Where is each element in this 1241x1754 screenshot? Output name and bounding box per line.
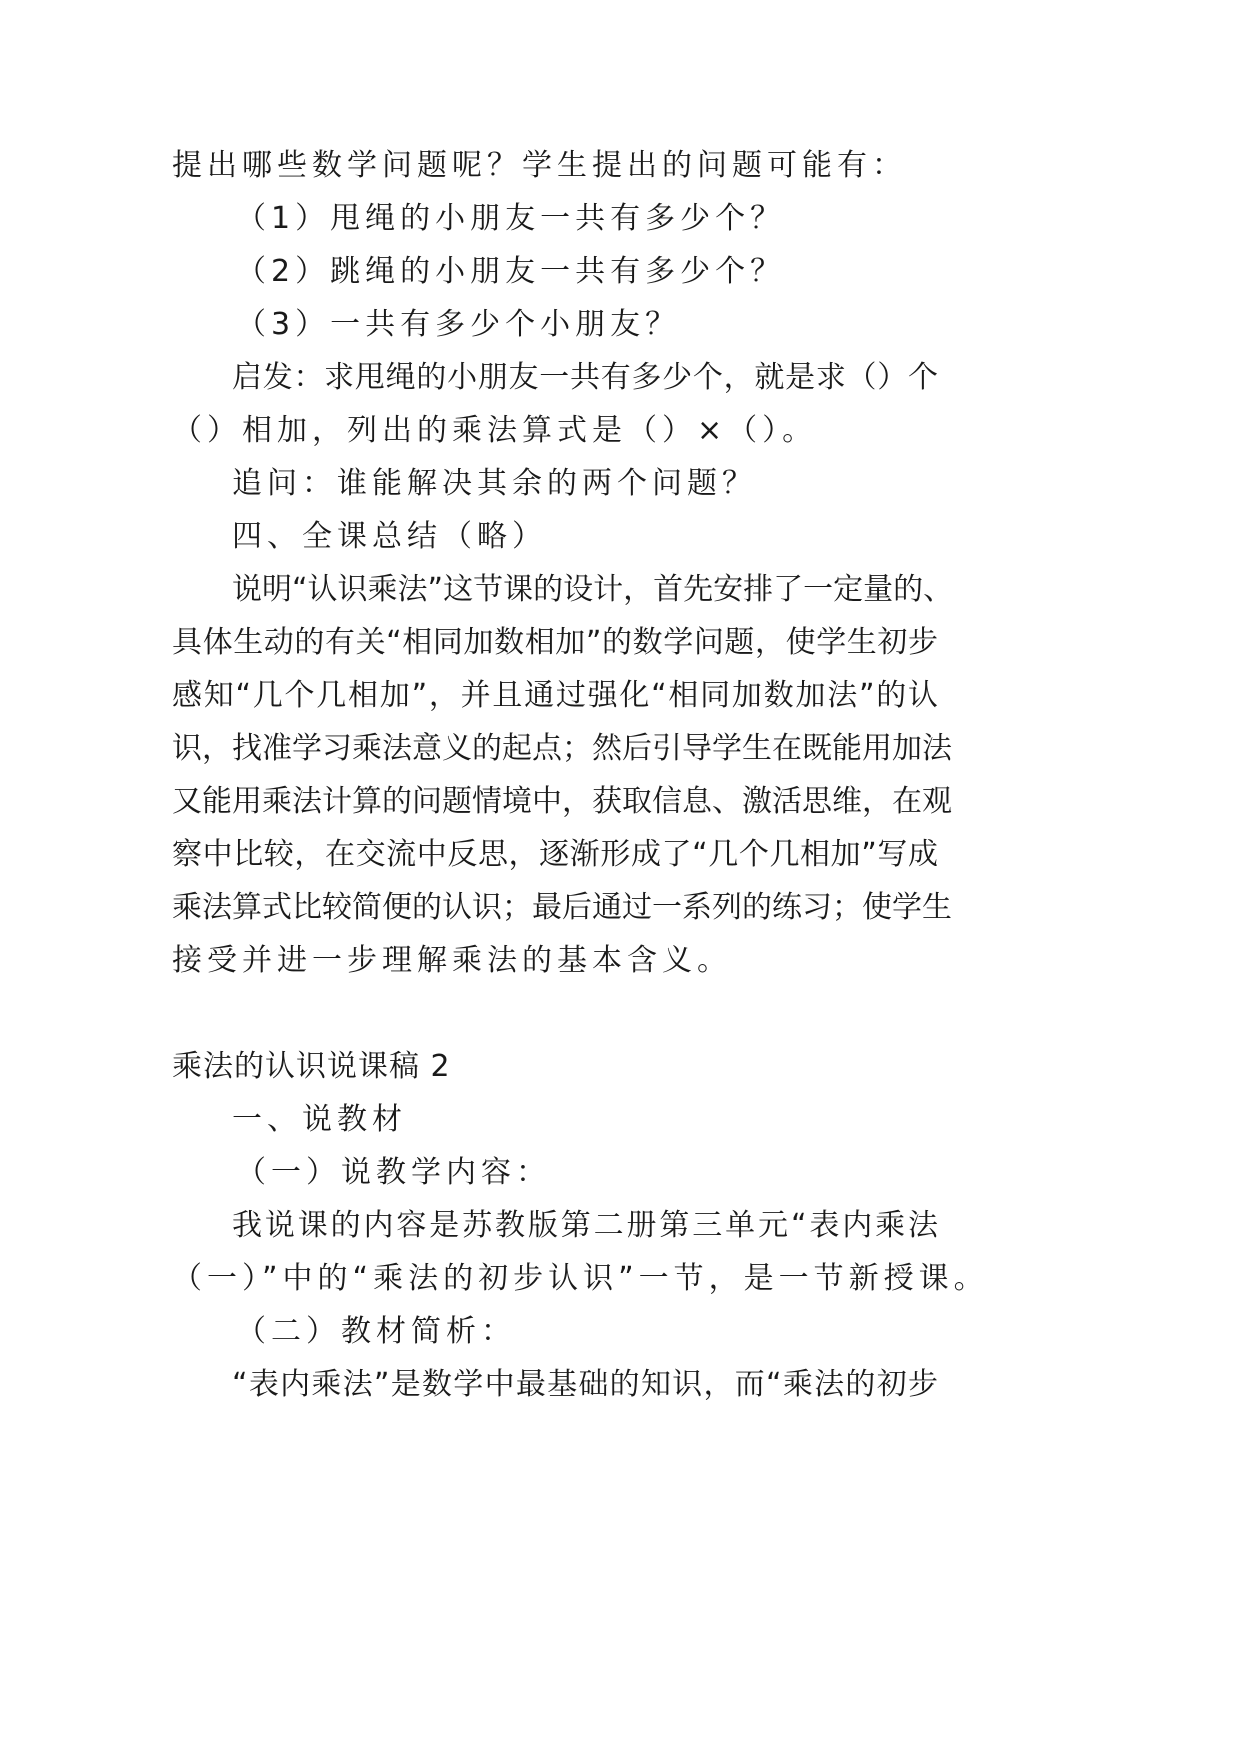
section-heading: 四、全课总结（略） xyxy=(232,519,547,554)
text-line: 提出哪些数学问题呢？学生提出的问题可能有： xyxy=(172,148,907,183)
section-heading: 一、说教材 xyxy=(232,1102,407,1137)
paragraph-line: 识，找准学习乘法意义的起点；然后引导学生在既能用加法 xyxy=(172,731,952,766)
paragraph-line: 乘法算式比较简便的认识；最后通过一系列的练习；使学生 xyxy=(172,890,952,925)
question-item-2: （2）跳绳的小朋友一共有多少个？ xyxy=(236,254,786,289)
question-item-3: （3）一共有多少个小朋友？ xyxy=(236,307,681,342)
paragraph-line: 说明“认识乘法”这节课的设计，首先安排了一定量的、 xyxy=(232,572,954,607)
paragraph-line: 察中比较，在交流中反思，逐渐形成了“几个几相加”写成 xyxy=(172,837,938,872)
paragraph-line: 感知“几个几相加”，并且通过强化“相同加数加法”的认 xyxy=(172,678,938,713)
paragraph-line: （一）”中的“乘法的初步认识”一节，是一节新授课。 xyxy=(172,1261,989,1296)
text-line: 追问：谁能解决其余的两个问题？ xyxy=(232,466,757,501)
document-title: 乘法的认识说课稿 2 xyxy=(172,1049,451,1084)
subsection-heading: （二）教材简析： xyxy=(236,1314,516,1349)
question-item-1: （1）甩绳的小朋友一共有多少个？ xyxy=(236,201,786,236)
paragraph-line: 又能用乘法计算的问题情境中，获取信息、激活思维，在观 xyxy=(172,784,952,819)
paragraph-line: “表内乘法”是数学中最基础的知识，而“乘法的初步 xyxy=(232,1367,938,1402)
paragraph-line: 接受并进一步理解乘法的基本含义。 xyxy=(172,943,732,978)
paragraph-line: 具体生动的有关“相同加数相加”的数学问题，使学生初步 xyxy=(172,625,938,660)
subsection-heading: （一）说教学内容： xyxy=(236,1155,551,1190)
text-line: 启发：求甩绳的小朋友一共有多少个，就是求（）个 xyxy=(232,360,938,395)
text-line: （）相加，列出的乘法算式是（）×（）。 xyxy=(172,413,818,448)
paragraph-line: 我说课的内容是苏教版第二册第三单元“表内乘法 xyxy=(232,1208,938,1243)
